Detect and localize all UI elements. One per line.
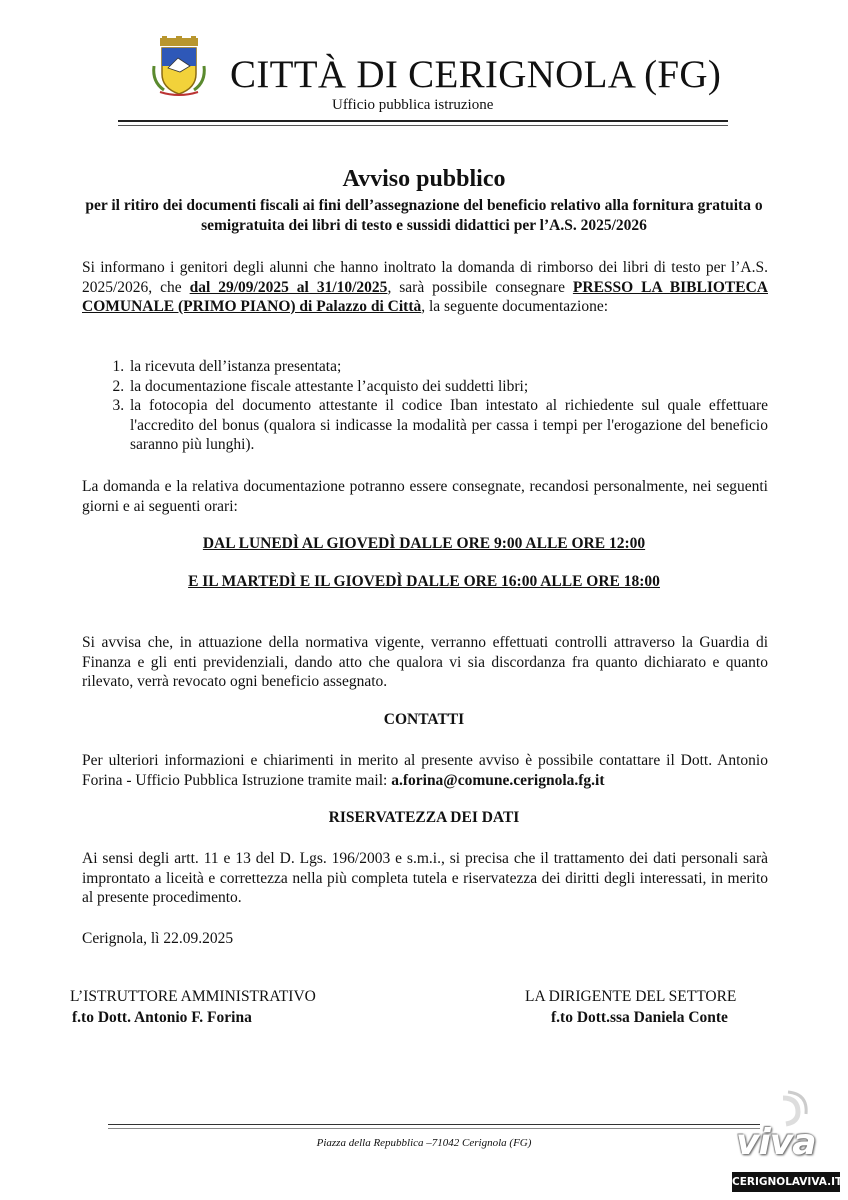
delivery-location: PRESSO LA BIBLIOTECA COMUNALE (PRIMO PIANO) di Palazzo di Città bbox=[82, 278, 768, 315]
intro-text-1: Si informano i genitori degli alunni che hanno inoltrato la domanda di rimborso dei libri di testo per l’A.S. 2025/2026, che bbox=[82, 259, 768, 296]
signature-right bbox=[525, 986, 736, 1028]
signature-right-name: f.to Dott.ssa Daniela Conte bbox=[551, 1009, 728, 1026]
controls-paragraph: Si avvisa che, in attuazione della normativa vigente, verranno effettuati controlli attraverso la Guardia di Finanza e gli enti previdenziali, dando atto che qualora vi sia discordanza fra quanto dichiarato e quanto rilevato, verrà revocato ogni beneficio assegnato. bbox=[82, 634, 768, 690]
notice-subtitle: per il ritiro dei documenti fiscali ai fini dell’assegnazione del beneficio relativo alla fornitura gratuita o semigratuita dei libri di testo e sussidi didattici per l’A.S. 2025/2026 bbox=[85, 197, 763, 234]
hours-line-1 bbox=[0, 535, 848, 553]
contact-email-link[interactable]: a.forina@comune.cerignola.fg.it bbox=[391, 771, 605, 789]
hours-line-2 bbox=[0, 573, 848, 591]
watermark-site[interactable]: CERIGNOLAVIVA.IT bbox=[732, 1172, 840, 1192]
signature-left-name: f.to Dott. Antonio F. Forina bbox=[72, 1009, 252, 1026]
notice-heading: Avviso pubblico bbox=[342, 166, 506, 192]
signature-left-role: L’ISTRUTTORE AMMINISTRATIVO bbox=[70, 988, 316, 1005]
hours-text: E IL MARTEDÌ E IL GIOVEDÌ DALLE ORE 16:00 ALLE ORE 18:00 bbox=[188, 573, 660, 590]
delivery-dates: dal 29/09/2025 al 31/10/2025 bbox=[189, 278, 388, 296]
intro-text-2: , sarà possibile consegnare bbox=[387, 278, 573, 296]
intro-text-3: , la seguente documentazione: bbox=[421, 298, 609, 315]
signature-left bbox=[70, 986, 316, 1028]
documents-list bbox=[82, 357, 768, 455]
list-item: 1. la ricevuta dell’istanza presentata; bbox=[128, 357, 768, 377]
place-date: Cerignola, lì 22.09.2025 bbox=[82, 930, 234, 947]
footer-divider bbox=[108, 1124, 760, 1125]
office-name: Ufficio pubblica istruzione bbox=[332, 97, 494, 113]
privacy-paragraph: Ai sensi degli artt. 11 e 13 del D. Lgs. 196/2003 e s.m.i., si precisa che il trattamento dei dati personali sarà improntato a liceità e correttezza nella più completa tutela e riservatezza dei diritti degli interessati, in merito al presente procedimento. bbox=[82, 850, 768, 906]
page-title: CITTÀ DI CERIGNOLA (FG) bbox=[230, 53, 722, 96]
contacts-heading: CONTATTI bbox=[383, 711, 465, 728]
contacts-paragraph bbox=[82, 751, 768, 790]
list-item: 3. la fotocopia del documento attestante il codice Iban intestato al richiedente sul quale effettuare l'accredito del bonus (qualora si indicasse la modalità per cassa i tempi per l'erogazione del beneficio saranno più lunghi). bbox=[128, 396, 768, 455]
watermark-logo: viva bbox=[736, 1122, 816, 1163]
delivery-paragraph: La domanda e la relativa documentazione potranno essere consegnate, recandosi personalmente, nei seguenti giorni e ai seguenti orari: bbox=[82, 478, 768, 515]
signature-right-role: LA DIRIGENTE DEL SETTORE bbox=[525, 988, 737, 1005]
footer-address: Piazza della Repubblica –71042 Cerignola (FG) bbox=[316, 1137, 532, 1149]
list-item: 2. la documentazione fiscale attestante l’acquisto dei suddetti libri; bbox=[128, 377, 768, 397]
contacts-text: Per ulteriori informazioni e chiarimenti in merito al presente avviso è possibile contattare il Dott. Antonio Forina - Ufficio Pubblica Istruzione tramite mail: bbox=[82, 752, 768, 789]
header-divider bbox=[118, 120, 728, 122]
coat-of-arms-icon bbox=[150, 36, 208, 98]
footer-divider-thin bbox=[108, 1128, 760, 1129]
hours-text: DAL LUNEDÌ AL GIOVEDÌ DALLE ORE 9:00 ALLE ORE 12:00 bbox=[202, 535, 646, 552]
intro-paragraph bbox=[82, 258, 768, 317]
header-divider-thin bbox=[118, 125, 728, 126]
privacy-heading: RISERVATEZZA DEI DATI bbox=[328, 809, 520, 826]
